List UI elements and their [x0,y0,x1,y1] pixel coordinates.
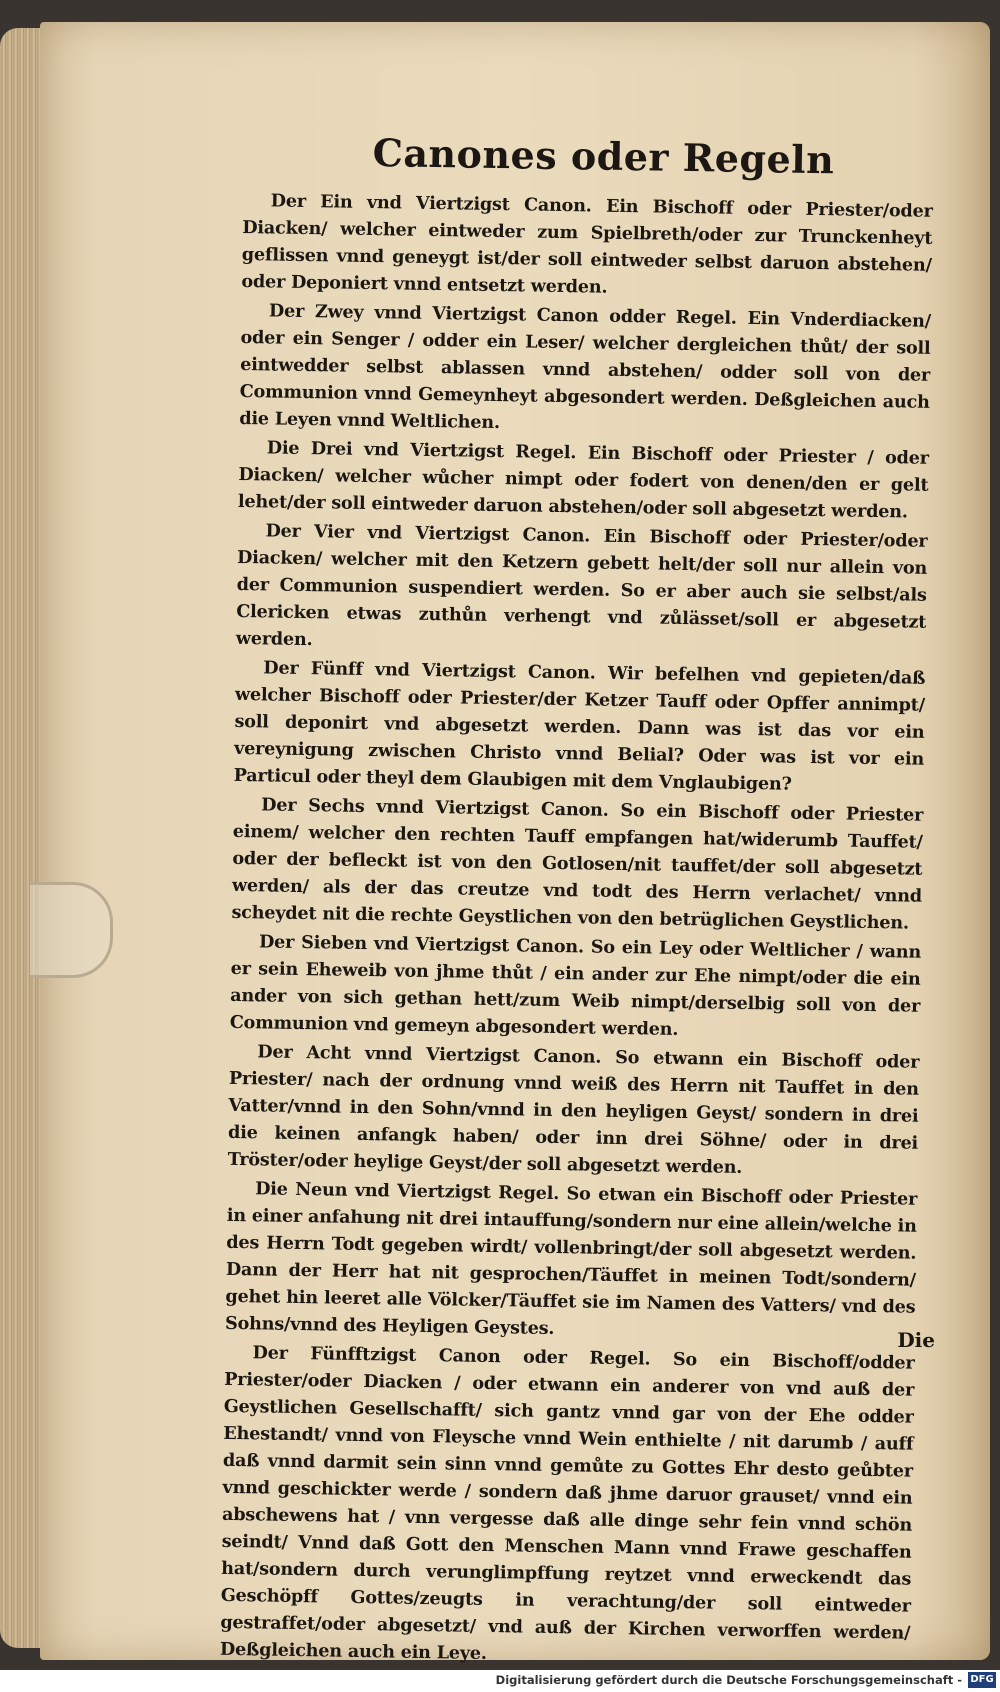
canon-43 [238,434,929,526]
canon-heading: Der Vier vnd Viertzigst Canon. [265,520,591,547]
canon-text: Ein Vnderdiacken/ oder ein Senger / odder ein Leser/ welcher dergleichen thůt/ der soll eintwedder selbst ablassen vnnd abstehen/ odder soll von der Communion vnnd Gemeynheyt abgesondert werden. Deßgleichen auch die Leyen vnnd Weltlichen. [239,307,932,434]
catchword: Die [897,1328,935,1352]
canon-44 [236,517,928,663]
canon-text: So ein Bischoff oder Priester einem/ welcher den rechten Tauff empfangen hat/widerumb Tauffet/ oder der befleckt ist von den Gotlosen/nit tauffet/der soll abgesetzt werden/ als der das creutze vnd todt des Herrn verlachet/ vnnd scheydet nit die rechte Geystlichen von den betrüglichen Geystlichen. [231,799,924,934]
canon-heading: Der Sieben vnd Viertzigst Canon. [258,931,584,958]
canon-text: So etwan ein Bischoff oder Priester in einer anfahung nit drei intauffung/sondern nur eine allein/welche in des Herrn Todt gegeben wirdt/ vollenbringt/der soll abgesetzt werden. Dann der Herr hat nit gesprochen/Täuffet in meinen Todt/sondern/ gehet hin leeret alle Völcker/Täuffet sie im Namen des Vatters/ vnd des Sohns/vnnd des Heyligen Geystes. [224,1183,918,1340]
paper-clip-icon [30,882,113,978]
canon-41 [241,187,933,306]
canon-heading: Der Fünfftzigst Canon oder Regel. [252,1342,651,1370]
canon-heading: Der Sechs vnnd Viertzigst Canon. [261,794,609,821]
canon-49 [225,1175,917,1348]
canon-text: So etwann ein Bischoff oder Priester/ nach der ordnung vnnd weiß des Herrn nit Tauffet in den Vatter/vnnd in den Sohn/vnnd in den heyligen Geyst/ sondern in drei die keinen anfangk haben/ oder inn drei Söhne/ oder in drei Tröster/oder heylige Geyst/der soll abgesetzt werden. [227,1046,920,1178]
canon-42 [239,297,931,443]
canon-heading: Der Fünff vnd Viertzigst Canon. [263,657,596,684]
canon-text: So ein Bischoff/odder Priester/oder Diacken / oder etwann ein anderer von vnd auß der Geystlichen Gesellschafft/ sich gantz vnnd gar von der Ehe odder Ehestandt/ vnnd von Fleysche vnnd Wein enthielte / nit darumb / auff daß vnnd darmit sein sinn vnnd gemůte zu Gottes Ehr desto geůbter vnnd geschickter werde / sondern daß jhme daruor grauset/ vnnd ein abschewens hat / vnn vergesse daß alle dinge sehr fein vnnd schön seindt/ Vnnd daß Gott den Menschen Mann vnnd Frawe geschaffen hat/sondern durch verunglimpffung reytzet vnnd erweckendt das Geschöpff Gottes/zeugts in verachtung/der soll eintweder gestraffet/oder abgesetzt/ vnd auß der Kirchen verworffen werden/ Deßgleichen auch ein Leye. [219,1348,915,1665]
footer-credit: Digitalisierung gefördert durch die Deutsche Forschungsgemeinschaft - [495,1673,962,1687]
canon-heading: Die Neun vnd Viertzigst Regel. [255,1178,560,1205]
canon-heading: Die Drei vnd Viertzigst Regel. [266,437,577,464]
dfg-logo-icon: DFG [968,1672,996,1688]
canon-45 [233,654,925,800]
canon-text: Ein Bischoff oder Priester/oder Diacken/ welcher eintweder zum Spielbreth/oder zur Trunckenheyt geflissen vnnd geneygt ist/der soll eintweder selbst daruon abstehen/ oder Deponiert vnnd entsetzt werden. [241,195,933,298]
canon-text: So ein Ley oder Weltlicher / wann er sein Eheweib von jhme thůt / ein ander zur Ehe nimpt/oder die ein ander von sich gethan hett/zum Weib nimpt/derselbig soll von der Communion vnd gemeyn abgesondert werden. [229,936,922,1040]
canon-text: Wir befelhen vnd gepieten/daß welcher Bischoff oder Priester/der Ketzer Tauff oder Opffer annimpt/ soll deponirt vnd abgesetzt werden. Dann was ist das vor ein vereynigung zwischen Christo vnnd Belial? Oder was ist vor ein Particul oder theyl dem Glaubigen mit dem Vnglaubigen? [233,662,926,795]
canon-heading: Der Ein vnd Viertzigst Canon. [270,190,592,217]
page-title: Canones oder Regeln [372,130,835,183]
footer-bar [0,1670,1000,1692]
canon-text: Ein Bischoff oder Priester / oder Diacken/ welcher wůcher nimpt oder fodert von denen/den er gelt lehet/der soll eintweder daruon abstehen/oder soll abgesetzt werden. [237,442,929,523]
book-page-edges [0,28,44,1648]
canon-46 [231,791,923,937]
canon-heading: Der Acht vnnd Viertzigst Canon. [257,1041,602,1068]
page-content [220,120,934,1670]
canon-47 [230,928,922,1047]
canon-heading: Der Zwey vnnd Viertzigst Canon odder Regel. [268,300,737,329]
canon-text: Ein Bischoff oder Priester/oder Diacken/ welcher mit den Ketzern gebett helt/der soll nur allein von der Communion suspendiert werden. So er aber auch sie selbst/als Clericken etwas zuthůn verhengt vnd zůlässet/soll er abgesetzt werden. [235,525,928,651]
canon-50 [220,1339,915,1670]
canon-48 [227,1038,919,1184]
